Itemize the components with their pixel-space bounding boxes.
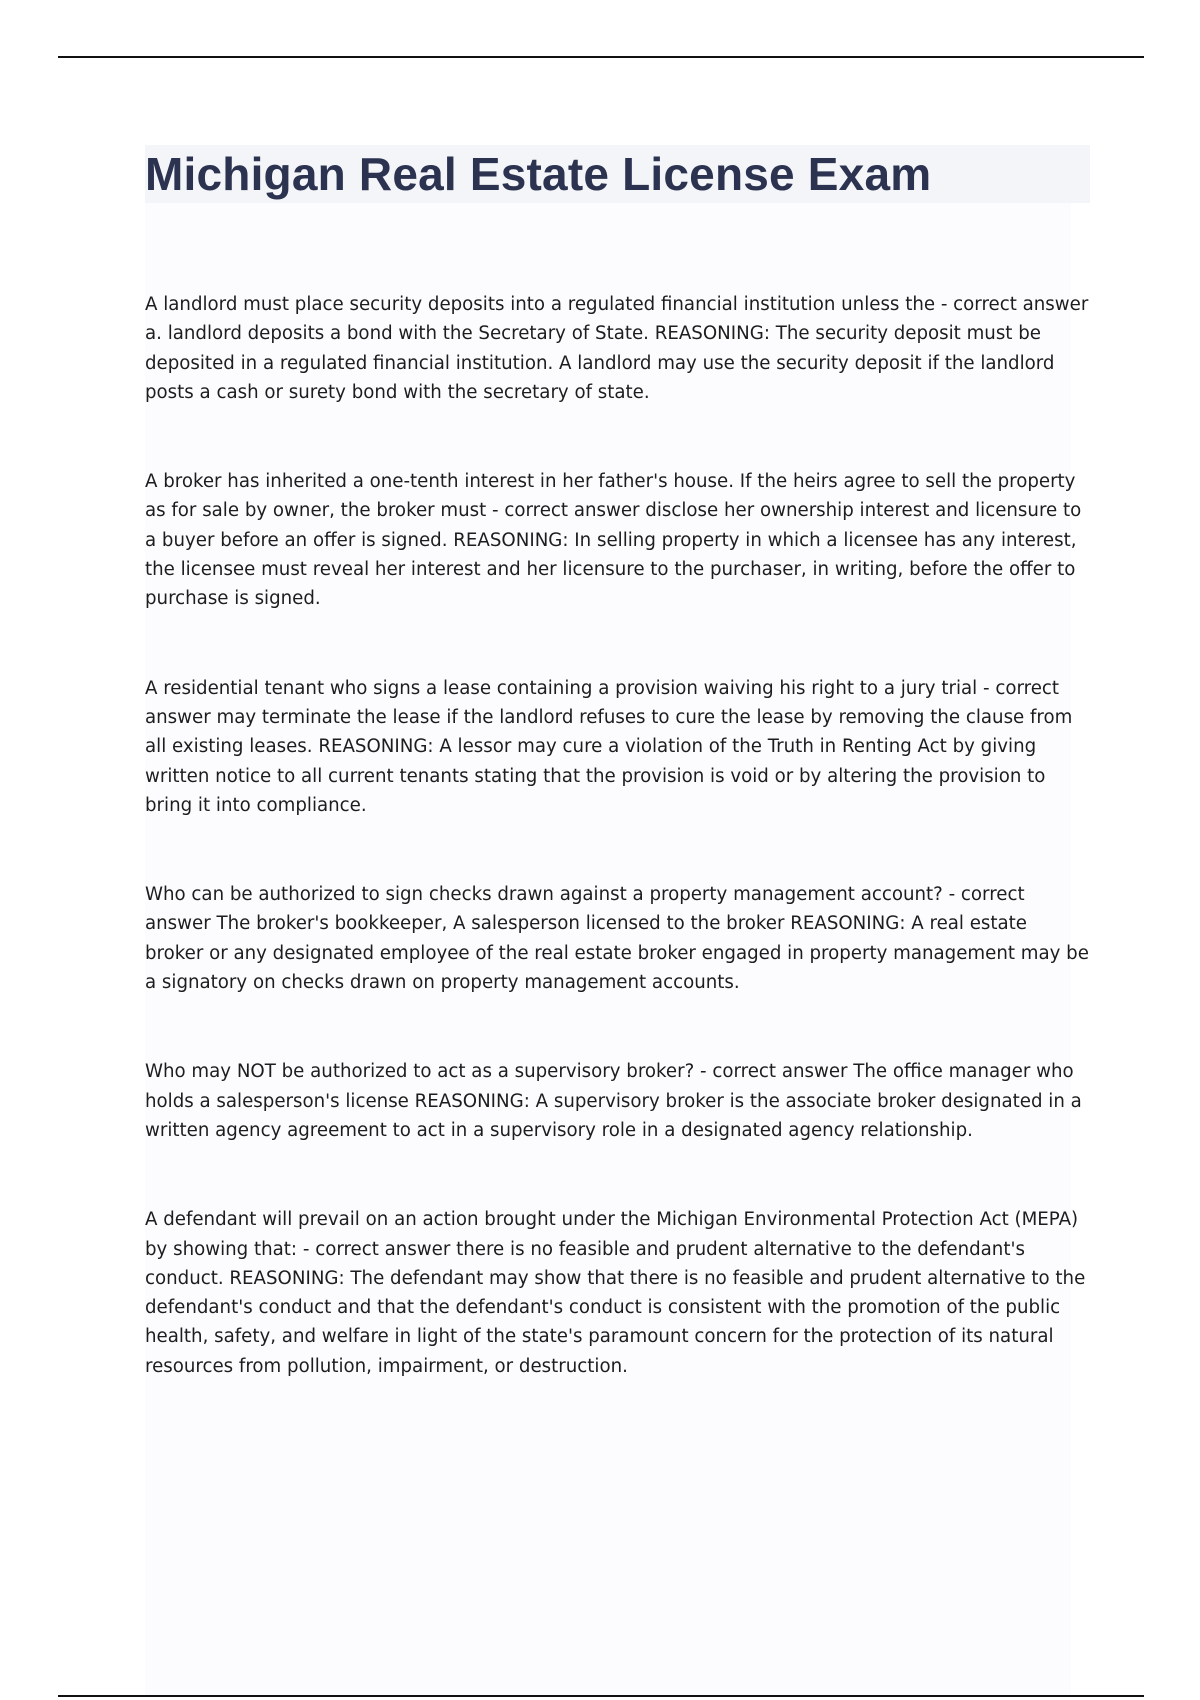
bottom-rule (58, 1695, 1144, 1697)
qa-item: A defendant will prevail on an action brought under the Michigan Environmental Protection Act (MEPA) by showing that: - correct answer there is no feasible and prudent alternative to the defendant's conduct. REASONING: The defendant may show that there is no feasible and prudent alternative to the defendant's conduct and that the defendant's conduct is consistent with the promotion of the public health, safety, and welfare in light of the state's paramount concern for the protection of its natural resources from pollution, impairment, or destruction. (145, 1209, 1086, 1377)
top-rule (58, 56, 1144, 58)
qa-item: A residential tenant who signs a lease containing a provision waiving his right to a jury trial - correct answer may terminate the lease if the landlord refuses to cure the lease by removing the clause from all existing leases. REASONING: A lessor may cure a violation of the Truth in Renting Act by giving written notice to all current tenants stating that the provision is void or by altering the provision to bring it into compliance. (145, 677, 1073, 816)
qa-item: Who can be authorized to sign checks drawn against a property management account? - correct answer The broker's bookkeeper, A salesperson licensed to the broker REASONING: A real estate broker or any designated employee of the real estate broker engaged in property management may be a signatory on checks drawn on property management accounts. (145, 884, 1089, 994)
qa-list (145, 290, 1090, 1441)
qa-item: A landlord must place security deposits into a regulated financial institution unless the - correct answer a. landlord deposits a bond with the Secretary of State. REASONING: The security deposit must be deposited in a regulated financial institution. A landlord may use the security deposit if the landlord posts a cash or surety bond with the secretary of state. (145, 294, 1089, 403)
qa-item: A broker has inherited a one-tenth interest in her father's house. If the heirs agree to sell the property as for sale by owner, the broker must - correct answer disclose her ownership interest and licensure to a buyer before an offer is signed. REASONING: In selling property in which a licensee has any interest, the licensee must reveal her interest and her licensure to the purchaser, in writing, before the offer to purchase is signed. (145, 471, 1082, 610)
page-title: Michigan Real Estate License Exam (145, 148, 932, 200)
qa-item: Who may NOT be authorized to act as a supervisory broker? - correct answer The office manager who holds a salesperson's license REASONING: A supervisory broker is the associate broker designated in a written agency agreement to act in a supervisory role in a designated agency relationship. (145, 1061, 1082, 1141)
